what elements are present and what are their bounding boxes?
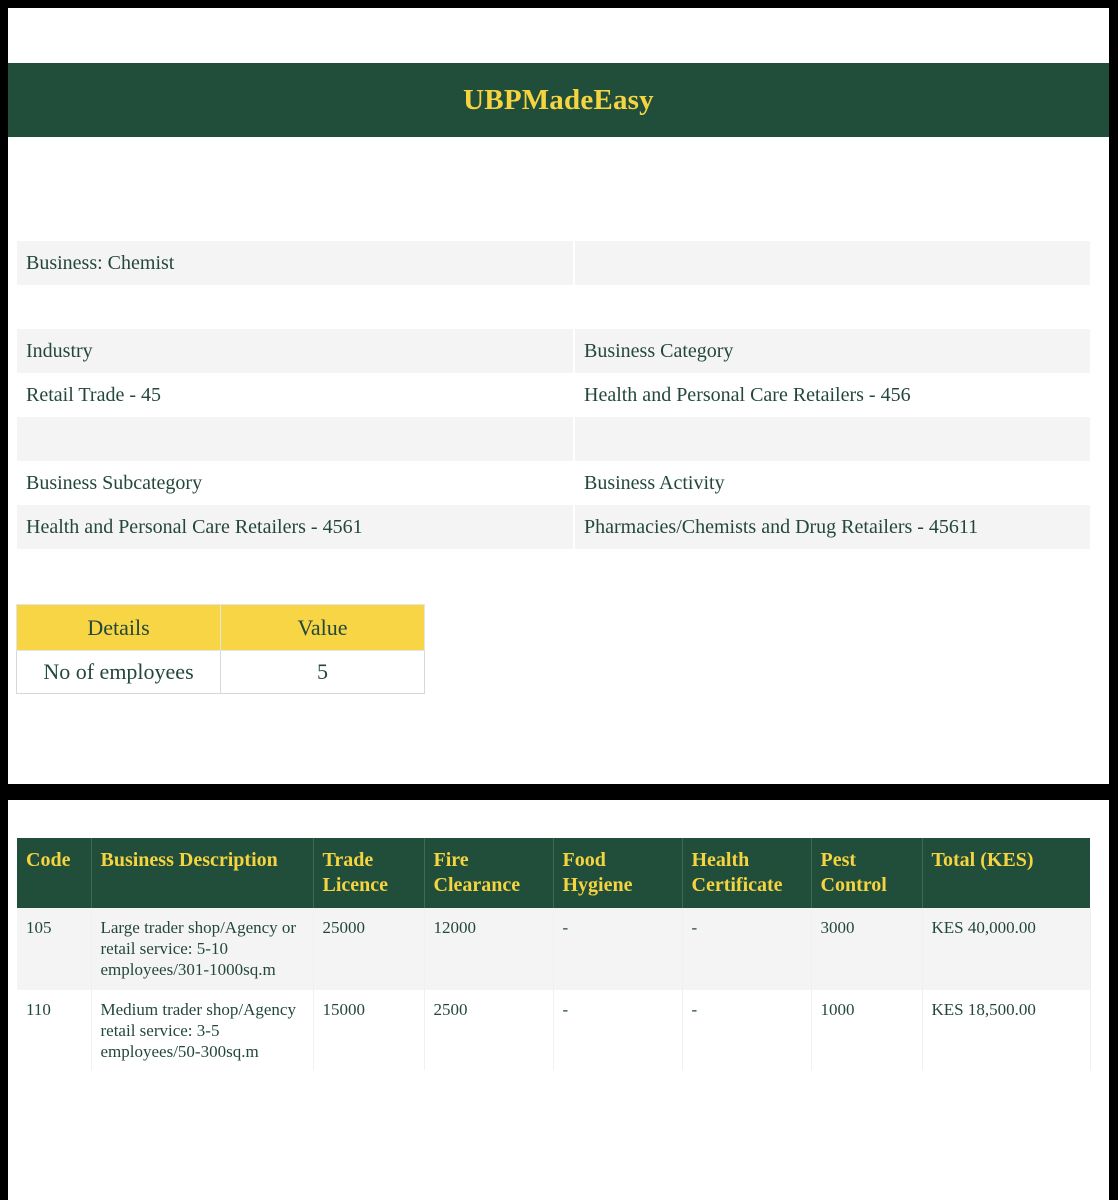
empty-cell bbox=[573, 241, 1090, 285]
code-cell: 110 bbox=[17, 990, 91, 1070]
classification-row bbox=[17, 461, 1090, 505]
classification-row bbox=[17, 329, 1090, 373]
category-value: Health and Personal Care Retailers - 456 bbox=[573, 373, 1090, 417]
column-header-trade-licence: Trade Licence bbox=[313, 838, 424, 908]
table-row bbox=[17, 990, 1090, 1070]
fees-panel bbox=[8, 800, 1109, 1200]
fire-clearance-cell: 2500 bbox=[424, 990, 553, 1070]
category-label: Business Category bbox=[573, 329, 1090, 373]
business-name: Business: Chemist bbox=[17, 241, 573, 285]
column-header-food-hygiene: Food Hygiene bbox=[553, 838, 682, 908]
classification-row bbox=[17, 505, 1090, 549]
pest-control-cell: 1000 bbox=[811, 990, 922, 1070]
industry-label: Industry bbox=[17, 329, 573, 373]
table-row bbox=[17, 908, 1090, 990]
health-certificate-cell: - bbox=[682, 990, 811, 1070]
trade-licence-cell: 15000 bbox=[313, 990, 424, 1070]
empty-cell bbox=[17, 417, 573, 461]
fee-header-row bbox=[17, 838, 1090, 908]
business-name-row bbox=[17, 241, 1090, 285]
fire-clearance-cell: 12000 bbox=[424, 908, 553, 990]
app-title: UBPMadeEasy bbox=[463, 83, 654, 116]
food-hygiene-cell: - bbox=[553, 908, 682, 990]
detail-name: No of employees bbox=[17, 651, 221, 694]
detail-value: 5 bbox=[221, 651, 425, 694]
code-cell: 105 bbox=[17, 908, 91, 990]
column-header-pest-control: Pest Control bbox=[811, 838, 922, 908]
details-header: Details bbox=[17, 605, 221, 651]
empty-cell bbox=[573, 417, 1090, 461]
business-name-grid bbox=[17, 241, 1090, 285]
description-cell: Large trader shop/Agency or retail service: 5-10 employees/301-1000sq.m bbox=[91, 908, 313, 990]
column-header-fire-clearance: Fire Clearance bbox=[424, 838, 553, 908]
details-table bbox=[16, 604, 425, 694]
food-hygiene-cell: - bbox=[553, 990, 682, 1070]
description-cell: Medium trader shop/Agency retail service: 3-5 employees/50-300sq.m bbox=[91, 990, 313, 1070]
column-header-code: Code bbox=[17, 838, 91, 908]
column-header-description: Business Description bbox=[91, 838, 313, 908]
subcategory-value: Health and Personal Care Retailers - 4561 bbox=[17, 505, 573, 549]
column-header-total: Total (KES) bbox=[922, 838, 1090, 908]
details-header-row bbox=[17, 605, 425, 651]
fee-table bbox=[17, 838, 1091, 1070]
value-header: Value bbox=[221, 605, 425, 651]
business-details-panel bbox=[8, 8, 1109, 784]
industry-value: Retail Trade - 45 bbox=[26, 383, 161, 406]
classification-row bbox=[17, 373, 1090, 417]
subcategory-label: Business Subcategory bbox=[26, 471, 203, 494]
classification-grid bbox=[17, 329, 1090, 549]
app-header bbox=[8, 63, 1109, 137]
health-certificate-cell: - bbox=[682, 908, 811, 990]
column-header-health-certificate: Health Certificate bbox=[682, 838, 811, 908]
spacer-row bbox=[17, 417, 1090, 461]
pest-control-cell: 3000 bbox=[811, 908, 922, 990]
trade-licence-cell: 25000 bbox=[313, 908, 424, 990]
total-cell: KES 40,000.00 bbox=[922, 908, 1090, 990]
table-row bbox=[17, 651, 425, 694]
activity-value: Pharmacies/Chemists and Drug Retailers - 45611 bbox=[573, 505, 1090, 549]
activity-label: Business Activity bbox=[573, 461, 1090, 505]
total-cell: KES 18,500.00 bbox=[922, 990, 1090, 1070]
